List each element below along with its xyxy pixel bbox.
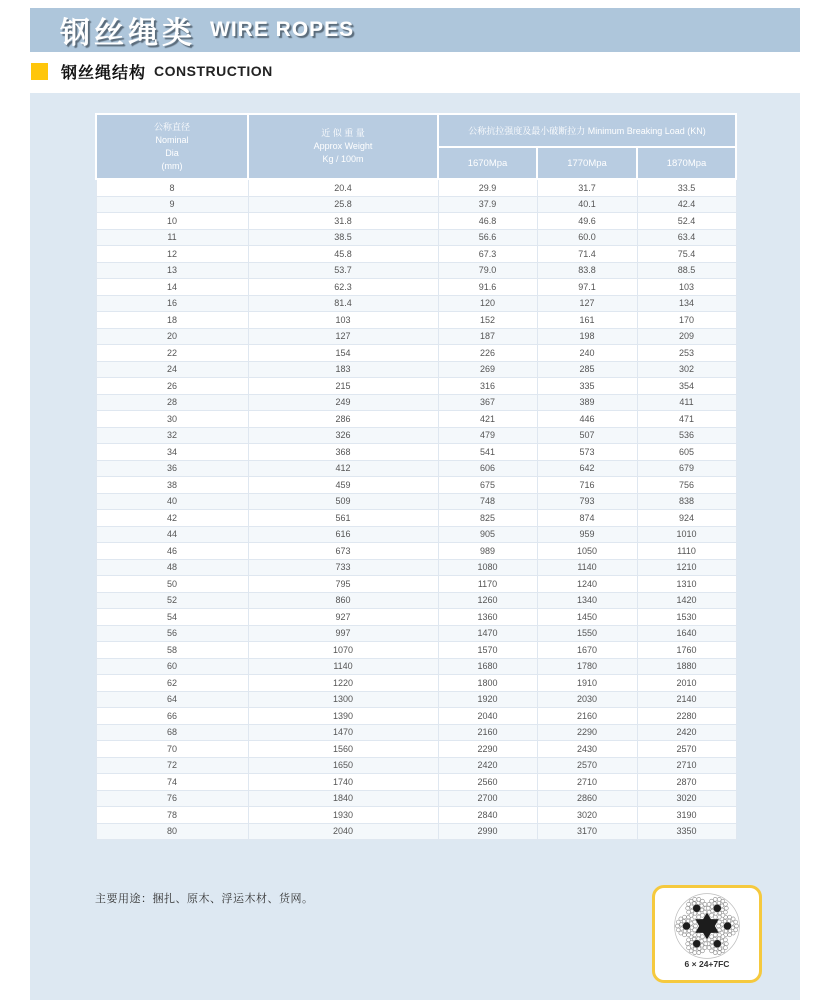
table-cell: 16 bbox=[96, 295, 248, 312]
table-body bbox=[96, 179, 736, 840]
col2-zh: 近 似 重 量 bbox=[321, 128, 365, 138]
table-cell: 446 bbox=[537, 411, 637, 428]
table-row bbox=[96, 411, 736, 428]
table-cell: 269 bbox=[438, 361, 537, 378]
table-cell: 62 bbox=[96, 675, 248, 692]
col1-en1: Nominal bbox=[155, 134, 189, 145]
table-row bbox=[96, 477, 736, 494]
col-header-1770mpa: 1770Mpa bbox=[537, 147, 637, 179]
table-row bbox=[96, 741, 736, 758]
table-cell: 53.7 bbox=[248, 262, 438, 279]
table-cell: 46.8 bbox=[438, 213, 537, 230]
table-cell: 62.3 bbox=[248, 279, 438, 296]
col-header-weight bbox=[248, 114, 438, 179]
table-cell: 46 bbox=[96, 543, 248, 560]
table-cell: 1650 bbox=[248, 757, 438, 774]
table-cell: 63.4 bbox=[637, 229, 736, 246]
table-cell: 8 bbox=[96, 179, 248, 196]
table-cell: 1880 bbox=[637, 658, 736, 675]
table-row bbox=[96, 213, 736, 230]
table-row bbox=[96, 543, 736, 560]
table-row bbox=[96, 658, 736, 675]
section-heading bbox=[31, 61, 273, 81]
table-cell: 2560 bbox=[438, 774, 537, 791]
table-cell: 10 bbox=[96, 213, 248, 230]
table-cell: 2700 bbox=[438, 790, 537, 807]
table-cell: 421 bbox=[438, 411, 537, 428]
table-cell: 24 bbox=[96, 361, 248, 378]
table-cell: 215 bbox=[248, 378, 438, 395]
table-cell: 198 bbox=[537, 328, 637, 345]
rope-cross-section-icon bbox=[671, 890, 743, 962]
table-cell: 2420 bbox=[637, 724, 736, 741]
table-cell: 1780 bbox=[537, 658, 637, 675]
table-row bbox=[96, 444, 736, 461]
table-row bbox=[96, 361, 736, 378]
table-cell: 1570 bbox=[438, 642, 537, 659]
table-cell: 874 bbox=[537, 510, 637, 527]
table-cell: 60 bbox=[96, 658, 248, 675]
table-row bbox=[96, 510, 736, 527]
table-cell: 67.3 bbox=[438, 246, 537, 263]
table-cell: 42 bbox=[96, 510, 248, 527]
table-cell: 52 bbox=[96, 592, 248, 609]
table-row bbox=[96, 378, 736, 395]
table-cell: 2290 bbox=[537, 724, 637, 741]
table-cell: 31.7 bbox=[537, 179, 637, 196]
table-cell: 38 bbox=[96, 477, 248, 494]
table-cell: 56.6 bbox=[438, 229, 537, 246]
table-cell: 80 bbox=[96, 823, 248, 840]
table-cell: 479 bbox=[438, 427, 537, 444]
table-cell: 927 bbox=[248, 609, 438, 626]
col-header-1670mpa: 1670Mpa bbox=[438, 147, 537, 179]
table-cell: 1840 bbox=[248, 790, 438, 807]
table-cell: 14 bbox=[96, 279, 248, 296]
table-cell: 924 bbox=[637, 510, 736, 527]
table-cell: 1550 bbox=[537, 625, 637, 642]
table-cell: 1080 bbox=[438, 559, 537, 576]
table-cell: 36 bbox=[96, 460, 248, 477]
table-cell: 860 bbox=[248, 592, 438, 609]
table-cell: 471 bbox=[637, 411, 736, 428]
table-cell: 335 bbox=[537, 378, 637, 395]
table-cell: 88.5 bbox=[637, 262, 736, 279]
table-cell: 71.4 bbox=[537, 246, 637, 263]
table-cell: 507 bbox=[537, 427, 637, 444]
table-cell: 38.5 bbox=[248, 229, 438, 246]
table-row bbox=[96, 675, 736, 692]
table-row bbox=[96, 526, 736, 543]
table-cell: 1010 bbox=[637, 526, 736, 543]
table-row bbox=[96, 427, 736, 444]
col1-zh: 公称直径 bbox=[153, 121, 190, 132]
table-cell: 78 bbox=[96, 807, 248, 824]
table-cell: 1170 bbox=[438, 576, 537, 593]
table-cell: 76 bbox=[96, 790, 248, 807]
table-cell: 1560 bbox=[248, 741, 438, 758]
table-cell: 1310 bbox=[637, 576, 736, 593]
table-cell: 1260 bbox=[438, 592, 537, 609]
table-cell: 2030 bbox=[537, 691, 637, 708]
table-cell: 52.4 bbox=[637, 213, 736, 230]
table-row bbox=[96, 691, 736, 708]
table-cell: 1340 bbox=[537, 592, 637, 609]
table-cell: 1110 bbox=[637, 543, 736, 560]
table-row bbox=[96, 246, 736, 263]
table-cell: 1140 bbox=[537, 559, 637, 576]
table-row bbox=[96, 592, 736, 609]
table-cell: 1050 bbox=[537, 543, 637, 560]
table-cell: 1530 bbox=[637, 609, 736, 626]
table-cell: 2040 bbox=[248, 823, 438, 840]
table-row bbox=[96, 295, 736, 312]
table-cell: 56 bbox=[96, 625, 248, 642]
table-row bbox=[96, 724, 736, 741]
banner-title-zh: 钢丝绳类 bbox=[60, 17, 196, 50]
table-cell: 2140 bbox=[637, 691, 736, 708]
usage-note: 主要用途：捆扎、原木、浮运木材、货网。 bbox=[95, 893, 314, 905]
table-cell: 997 bbox=[248, 625, 438, 642]
rope-construction-box bbox=[652, 885, 762, 983]
spec-table bbox=[95, 113, 737, 840]
table-cell: 1070 bbox=[248, 642, 438, 659]
table-row bbox=[96, 394, 736, 411]
table-cell: 795 bbox=[248, 576, 438, 593]
table-cell: 838 bbox=[637, 493, 736, 510]
table-cell: 3190 bbox=[637, 807, 736, 824]
table-cell: 2570 bbox=[637, 741, 736, 758]
table-cell: 25.8 bbox=[248, 196, 438, 213]
table-cell: 170 bbox=[637, 312, 736, 329]
table-cell: 12 bbox=[96, 246, 248, 263]
table-cell: 40 bbox=[96, 493, 248, 510]
table-row bbox=[96, 179, 736, 196]
table-cell: 58 bbox=[96, 642, 248, 659]
table-cell: 989 bbox=[438, 543, 537, 560]
table-cell: 29.9 bbox=[438, 179, 537, 196]
table-cell: 18 bbox=[96, 312, 248, 329]
table-cell: 606 bbox=[438, 460, 537, 477]
table-cell: 326 bbox=[248, 427, 438, 444]
table-cell: 1930 bbox=[248, 807, 438, 824]
table-cell: 1140 bbox=[248, 658, 438, 675]
table-cell: 959 bbox=[537, 526, 637, 543]
table-cell: 316 bbox=[438, 378, 537, 395]
col2-en2: Kg / 100m bbox=[322, 154, 364, 164]
table-cell: 40.1 bbox=[537, 196, 637, 213]
table-cell: 2840 bbox=[438, 807, 537, 824]
table-row bbox=[96, 576, 736, 593]
table-cell: 3020 bbox=[637, 790, 736, 807]
table-cell: 1760 bbox=[637, 642, 736, 659]
table-cell: 2160 bbox=[438, 724, 537, 741]
table-row bbox=[96, 196, 736, 213]
table-row bbox=[96, 559, 736, 576]
table-row bbox=[96, 790, 736, 807]
table-cell: 1300 bbox=[248, 691, 438, 708]
section-title-en: CONSTRUCTION bbox=[154, 63, 273, 79]
table-cell: 1640 bbox=[637, 625, 736, 642]
rope-construction-label: 6 × 24+7FC bbox=[684, 959, 730, 969]
table-cell: 679 bbox=[637, 460, 736, 477]
table-cell: 226 bbox=[438, 345, 537, 362]
table-cell: 2290 bbox=[438, 741, 537, 758]
col2-en1: Approx Weight bbox=[313, 141, 373, 151]
table-cell: 2010 bbox=[637, 675, 736, 692]
table-cell: 1920 bbox=[438, 691, 537, 708]
col-header-breaking-load: 公称抗拉强度及最小破断拉力 Minimum Breaking Load (KN) bbox=[438, 114, 736, 147]
table-cell: 54 bbox=[96, 609, 248, 626]
table-cell: 9 bbox=[96, 196, 248, 213]
table-cell: 22 bbox=[96, 345, 248, 362]
table-row bbox=[96, 609, 736, 626]
table-cell: 3350 bbox=[637, 823, 736, 840]
table-cell: 561 bbox=[248, 510, 438, 527]
table-cell: 103 bbox=[248, 312, 438, 329]
table-cell: 1450 bbox=[537, 609, 637, 626]
table-row bbox=[96, 229, 736, 246]
table-cell: 616 bbox=[248, 526, 438, 543]
table-cell: 354 bbox=[637, 378, 736, 395]
table-cell: 103 bbox=[637, 279, 736, 296]
table-row bbox=[96, 460, 736, 477]
table-cell: 2160 bbox=[537, 708, 637, 725]
table-cell: 825 bbox=[438, 510, 537, 527]
table-row bbox=[96, 823, 736, 840]
table-cell: 905 bbox=[438, 526, 537, 543]
table-cell: 605 bbox=[637, 444, 736, 461]
table-cell: 45.8 bbox=[248, 246, 438, 263]
table-row bbox=[96, 328, 736, 345]
table-row bbox=[96, 642, 736, 659]
table-cell: 2860 bbox=[537, 790, 637, 807]
banner-title-en: WIRE ROPES bbox=[210, 18, 355, 41]
table-cell: 3170 bbox=[537, 823, 637, 840]
table-cell: 50 bbox=[96, 576, 248, 593]
table-cell: 733 bbox=[248, 559, 438, 576]
table-cell: 120 bbox=[438, 295, 537, 312]
table-cell: 2710 bbox=[637, 757, 736, 774]
table-cell: 748 bbox=[438, 493, 537, 510]
table-cell: 68 bbox=[96, 724, 248, 741]
table-cell: 2870 bbox=[637, 774, 736, 791]
table-cell: 1420 bbox=[637, 592, 736, 609]
table-cell: 1680 bbox=[438, 658, 537, 675]
table-cell: 2990 bbox=[438, 823, 537, 840]
table-row bbox=[96, 807, 736, 824]
table-cell: 34 bbox=[96, 444, 248, 461]
table-cell: 675 bbox=[438, 477, 537, 494]
table-cell: 33.5 bbox=[637, 179, 736, 196]
col-header-1870mpa: 1870Mpa bbox=[637, 147, 736, 179]
table-cell: 253 bbox=[637, 345, 736, 362]
table-cell: 368 bbox=[248, 444, 438, 461]
col1-en2: Dia bbox=[165, 147, 179, 158]
table-cell: 2280 bbox=[637, 708, 736, 725]
table-cell: 1210 bbox=[637, 559, 736, 576]
table-row bbox=[96, 757, 736, 774]
table-row bbox=[96, 774, 736, 791]
table-cell: 64 bbox=[96, 691, 248, 708]
table-cell: 2430 bbox=[537, 741, 637, 758]
table-cell: 72 bbox=[96, 757, 248, 774]
table-cell: 91.6 bbox=[438, 279, 537, 296]
table-cell: 161 bbox=[537, 312, 637, 329]
table-cell: 49.6 bbox=[537, 213, 637, 230]
col-header-diameter bbox=[96, 114, 248, 179]
table-cell: 411 bbox=[637, 394, 736, 411]
table-cell: 75.4 bbox=[637, 246, 736, 263]
table-cell: 79.0 bbox=[438, 262, 537, 279]
table-cell: 26 bbox=[96, 378, 248, 395]
table-cell: 1800 bbox=[438, 675, 537, 692]
table-cell: 44 bbox=[96, 526, 248, 543]
table-cell: 1390 bbox=[248, 708, 438, 725]
table-cell: 60.0 bbox=[537, 229, 637, 246]
table-cell: 127 bbox=[248, 328, 438, 345]
table-cell: 716 bbox=[537, 477, 637, 494]
table-row bbox=[96, 708, 736, 725]
table-cell: 183 bbox=[248, 361, 438, 378]
content-panel bbox=[30, 93, 800, 1000]
table-cell: 20 bbox=[96, 328, 248, 345]
table-cell: 28 bbox=[96, 394, 248, 411]
table-cell: 1240 bbox=[537, 576, 637, 593]
table-cell: 154 bbox=[248, 345, 438, 362]
table-row bbox=[96, 345, 736, 362]
table-cell: 66 bbox=[96, 708, 248, 725]
table-row bbox=[96, 625, 736, 642]
table-cell: 13 bbox=[96, 262, 248, 279]
table-cell: 536 bbox=[637, 427, 736, 444]
table-cell: 2420 bbox=[438, 757, 537, 774]
table-cell: 81.4 bbox=[248, 295, 438, 312]
table-cell: 152 bbox=[438, 312, 537, 329]
table-cell: 573 bbox=[537, 444, 637, 461]
table-cell: 97.1 bbox=[537, 279, 637, 296]
table-cell: 389 bbox=[537, 394, 637, 411]
table-cell: 32 bbox=[96, 427, 248, 444]
table-cell: 286 bbox=[248, 411, 438, 428]
table-cell: 509 bbox=[248, 493, 438, 510]
table-cell: 793 bbox=[537, 493, 637, 510]
table-cell: 1220 bbox=[248, 675, 438, 692]
table-cell: 541 bbox=[438, 444, 537, 461]
table-cell: 367 bbox=[438, 394, 537, 411]
table-cell: 1470 bbox=[248, 724, 438, 741]
table-cell: 31.8 bbox=[248, 213, 438, 230]
table-cell: 30 bbox=[96, 411, 248, 428]
table-cell: 83.8 bbox=[537, 262, 637, 279]
table-cell: 70 bbox=[96, 741, 248, 758]
table-cell: 37.9 bbox=[438, 196, 537, 213]
table-row bbox=[96, 312, 736, 329]
table-cell: 2570 bbox=[537, 757, 637, 774]
table-cell: 11 bbox=[96, 229, 248, 246]
table-cell: 412 bbox=[248, 460, 438, 477]
table-cell: 209 bbox=[637, 328, 736, 345]
table-cell: 673 bbox=[248, 543, 438, 560]
table-cell: 642 bbox=[537, 460, 637, 477]
table-cell: 134 bbox=[637, 295, 736, 312]
table-cell: 459 bbox=[248, 477, 438, 494]
section-title-zh: 钢丝绳结构 bbox=[61, 64, 147, 82]
table-row bbox=[96, 493, 736, 510]
table-cell: 2040 bbox=[438, 708, 537, 725]
page-banner bbox=[30, 8, 800, 52]
table-cell: 42.4 bbox=[637, 196, 736, 213]
table-cell: 240 bbox=[537, 345, 637, 362]
table-cell: 756 bbox=[637, 477, 736, 494]
table-cell: 1910 bbox=[537, 675, 637, 692]
table-cell: 187 bbox=[438, 328, 537, 345]
table-cell: 285 bbox=[537, 361, 637, 378]
table-row bbox=[96, 279, 736, 296]
table-cell: 127 bbox=[537, 295, 637, 312]
table-cell: 74 bbox=[96, 774, 248, 791]
table-cell: 48 bbox=[96, 559, 248, 576]
table-cell: 1670 bbox=[537, 642, 637, 659]
table-cell: 20.4 bbox=[248, 179, 438, 196]
table-cell: 1360 bbox=[438, 609, 537, 626]
col1-en3: (mm) bbox=[161, 160, 183, 171]
table-cell: 1470 bbox=[438, 625, 537, 642]
table-cell: 249 bbox=[248, 394, 438, 411]
table-row bbox=[96, 262, 736, 279]
table-cell: 2710 bbox=[537, 774, 637, 791]
table-cell: 1740 bbox=[248, 774, 438, 791]
table-cell: 3020 bbox=[537, 807, 637, 824]
table-cell: 302 bbox=[637, 361, 736, 378]
yellow-bullet-icon bbox=[31, 63, 48, 80]
